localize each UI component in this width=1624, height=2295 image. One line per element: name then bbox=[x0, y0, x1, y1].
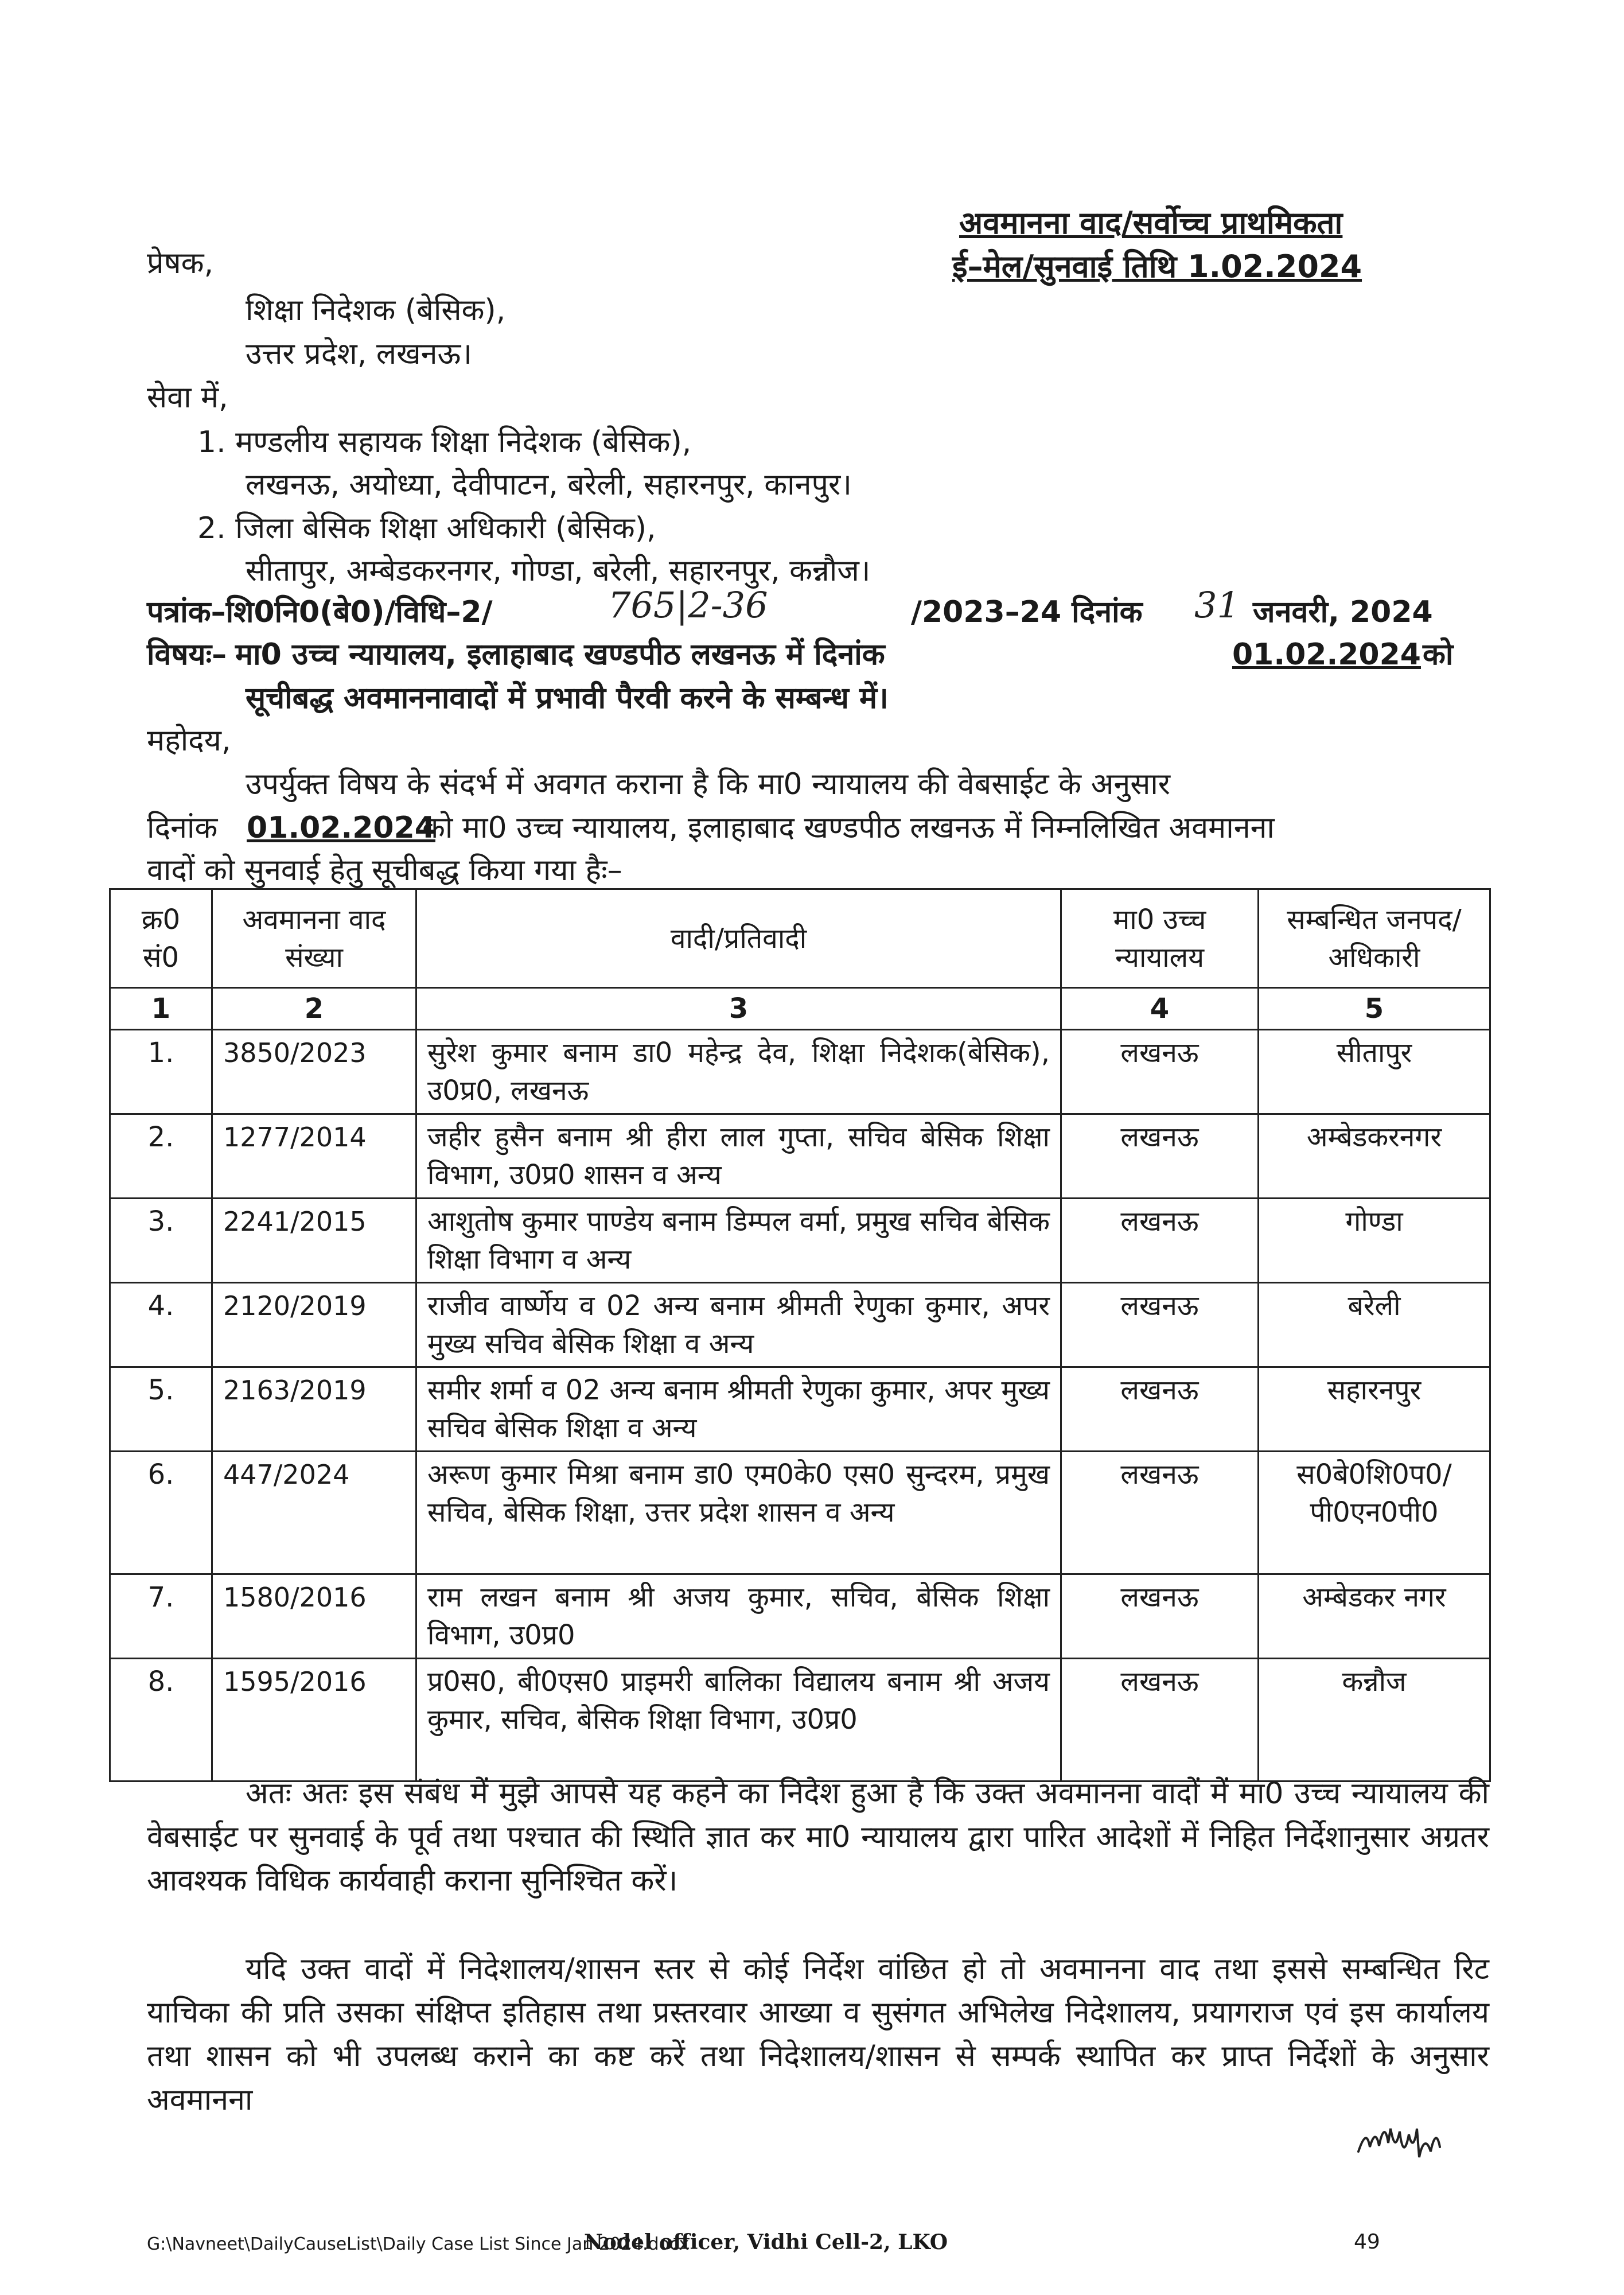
table-row bbox=[110, 1574, 1490, 1659]
letter-ref-prefix: पत्रांक–शि0नि0(बे0)/विधि–2/ bbox=[147, 595, 493, 629]
court-cell: लखनऊ bbox=[1061, 1659, 1259, 1781]
district-cell: स0बे0शि0प0/ पी0एन0पी0 bbox=[1259, 1452, 1490, 1574]
case-number-cell: 2241/2015 bbox=[212, 1199, 416, 1283]
serial-cell: 8. bbox=[110, 1659, 212, 1781]
case-number-cell: 1595/2016 bbox=[212, 1659, 416, 1781]
paragraph-1: अतः अतः इस संबंध में मुझे आपसे यह कहने का निदेश हुआ है कि उक्त अवमानना वादों में मा0 उच्च न्यायालय की वेबसाईट पर सुनवाई के पूर्व तथा पश्चात की स्थिति ज्ञात कर मा0 न्यायालय द्वारा पारित आदेशों में निहित निर्देशानुसार अग्रतर आवश्यक विधिक कार्यवाही कराना सुनिश्चित करें। bbox=[147, 1776, 1489, 1898]
district-cell: अम्बेडकर नगर bbox=[1259, 1574, 1490, 1659]
table-row bbox=[110, 1114, 1490, 1199]
recipient1-line1: 1. मण्डलीय सहायक शिक्षा निदेशक (बेसिक), bbox=[197, 425, 692, 460]
serial-cell: 2. bbox=[110, 1114, 212, 1199]
table-row bbox=[110, 1283, 1490, 1367]
parties-cell: आशुतोष कुमार पाण्डेय बनाम डिम्पल वर्मा, प्रमुख सचिव बेसिक शिक्षा विभाग व अन्य bbox=[416, 1199, 1061, 1283]
parties-cell: राम लखन बनाम श्री अजय कुमार, सचिव, बेसिक शिक्षा विभाग, उ0प्र0 bbox=[416, 1574, 1061, 1659]
district-cell: अम्बेडकरनगर bbox=[1259, 1114, 1490, 1199]
parties-cell: समीर शर्मा व 02 अन्य बनाम श्रीमती रेणुका कुमार, अपर मुख्य सचिव बेसिक शिक्षा व अन्य bbox=[416, 1367, 1061, 1452]
col-number: 4 bbox=[1061, 988, 1259, 1030]
parties-cell: सुरेश कुमार बनाम डा0 महेन्द्र देव, शिक्षा निदेशक(बेसिक), उ0प्र0, लखनऊ bbox=[416, 1030, 1061, 1114]
intro-date: 01.02.2024 bbox=[247, 811, 435, 845]
intro-line1: उपर्युक्त विषय के संदर्भ में अवगत कराना है कि मा0 न्यायालय की वेबसाईट के अनुसार bbox=[246, 767, 1171, 802]
signature-scribble bbox=[1354, 2111, 1451, 2175]
footer-officer: Nodel officer, Vidhi Cell-2, LKO bbox=[584, 2230, 948, 2254]
col-number: 2 bbox=[212, 988, 416, 1030]
salutation: महोदय, bbox=[147, 723, 231, 758]
subject-line1: मा0 उच्च न्यायालय, इलाहाबाद खण्डपीठ लखनऊ में दिनांक bbox=[235, 637, 885, 672]
district-cell: सहारनपुर bbox=[1259, 1367, 1490, 1452]
court-cell: लखनऊ bbox=[1061, 1452, 1259, 1574]
parties-cell: अरूण कुमार मिश्रा बनाम डा0 एम0के0 एस0 सुन्दरम, प्रमुख सचिव, बेसिक शिक्षा, उत्तर प्रदेश शासन व अन्य bbox=[416, 1452, 1061, 1574]
parties-cell: प्र0स0, बी0एस0 प्राइमरी बालिका विद्यालय बनाम श्री अजय कुमार, सचिव, बेसिक शिक्षा विभाग, उ0प्र0 bbox=[416, 1659, 1061, 1781]
header-district: सम्बन्धित जनपद/ अधिकारी bbox=[1259, 889, 1490, 988]
recipients-label: सेवा में, bbox=[147, 380, 228, 415]
table-row bbox=[110, 1030, 1490, 1114]
paragraph-2: यदि उक्त वादों में निदेशालय/शासन स्तर से कोई निर्देश वांछित हो तो अवमानना वाद तथा इससे सम्बन्धित रिट याचिका की प्रति उसका संक्षिप्त इतिहास तथा प्रस्तरवार आख्या व सुसंगत अभिलेख निदेशालय, प्रयागराज एवं इस कार्यालय तथा शासन को भी उपलब्ध कराने का कष्ट करें तथा निदेशालय/शासन से सम्पर्क स्थापित कर प्राप्त निर्देशों के अनुसार अवमानना bbox=[147, 1952, 1489, 2117]
intro-line2-end: को मा0 उच्च न्यायालय, इलाहाबाद खण्डपीठ लखनऊ में निम्नलिखित अवमानना bbox=[422, 811, 1275, 845]
case-number-cell: 2163/2019 bbox=[212, 1367, 416, 1452]
col-number: 3 bbox=[416, 988, 1061, 1030]
case-number-cell: 3850/2023 bbox=[212, 1030, 416, 1114]
page-number: 49 bbox=[1354, 2230, 1380, 2254]
table-row bbox=[110, 1452, 1490, 1574]
header-court: मा0 उच्च न्यायालय bbox=[1061, 889, 1259, 988]
serial-cell: 4. bbox=[110, 1283, 212, 1367]
district-cell: कन्नौज bbox=[1259, 1659, 1490, 1781]
subject-label: विषयः– bbox=[147, 637, 227, 672]
hearing-date-heading: ई–मेल/सुनवाई तिथि 1.02.2024 bbox=[952, 248, 1362, 285]
sender-line1: शिक्षा निदेशक (बेसिक), bbox=[246, 293, 506, 328]
table-row bbox=[110, 1367, 1490, 1452]
recipient1-line2: लखनऊ, अयोध्या, देवीपाटन, बरेली, सहारनपुर, कानपुर। bbox=[246, 468, 852, 502]
case-number-cell: 1580/2016 bbox=[212, 1574, 416, 1659]
intro-line2-start: दिनांक bbox=[147, 811, 218, 845]
handwritten-letter-number: 765|2-36 bbox=[608, 584, 768, 626]
table-row bbox=[110, 1199, 1490, 1283]
table-row bbox=[110, 1659, 1490, 1781]
court-cell: लखनऊ bbox=[1061, 1114, 1259, 1199]
intro-line3: वादों को सुनवाई हेतु सूचीबद्ध किया गया हैः– bbox=[147, 853, 622, 888]
district-cell: बरेली bbox=[1259, 1283, 1490, 1367]
serial-cell: 7. bbox=[110, 1574, 212, 1659]
parties-cell: राजीव वार्ष्णेय व 02 अन्य बनाम श्रीमती रेणुका कुमार, अपर मुख्य सचिव बेसिक शिक्षा व अन्य bbox=[416, 1283, 1061, 1367]
priority-heading: अवमानना वाद/सर्वोच्च प्राथमिकता bbox=[959, 205, 1343, 241]
recipient2-line2: सीतापुर, अम्बेडकरनगर, गोण्डा, बरेली, सहारनपुर, कन्नौज। bbox=[246, 554, 871, 588]
subject-line1-end: को bbox=[1423, 637, 1454, 672]
district-cell: सीतापुर bbox=[1259, 1030, 1490, 1114]
col-number: 1 bbox=[110, 988, 212, 1030]
subject-date: 01.02.2024 bbox=[1232, 637, 1421, 672]
court-cell: लखनऊ bbox=[1061, 1199, 1259, 1283]
letter-ref-year: /2023–24 दिनांक bbox=[911, 595, 1143, 629]
sender-line2: उत्तर प्रदेश, लखनऊ। bbox=[246, 337, 473, 371]
serial-cell: 1. bbox=[110, 1030, 212, 1114]
recipient2-line1: 2. जिला बेसिक शिक्षा अधिकारी (बेसिक), bbox=[197, 511, 656, 546]
header-serial: क्र0 सं0 bbox=[110, 889, 212, 988]
header-case-number: अवमानना वाद संख्या bbox=[212, 889, 416, 988]
court-cell: लखनऊ bbox=[1061, 1283, 1259, 1367]
court-cell: लखनऊ bbox=[1061, 1367, 1259, 1452]
case-number-cell: 1277/2014 bbox=[212, 1114, 416, 1199]
serial-cell: 6. bbox=[110, 1452, 212, 1574]
court-cell: लखनऊ bbox=[1061, 1030, 1259, 1114]
subject-line2: सूचीबद्ध अवमाननावादों में प्रभावी पैरवी करने के सम्बन्ध में। bbox=[246, 681, 889, 715]
court-cell: लखनऊ bbox=[1061, 1574, 1259, 1659]
sender-label: प्रेषक, bbox=[147, 246, 214, 281]
case-number-cell: 2120/2019 bbox=[212, 1283, 416, 1367]
serial-cell: 5. bbox=[110, 1367, 212, 1452]
contempt-cases-table bbox=[109, 888, 1491, 1782]
parties-cell: जहीर हुसैन बनाम श्री हीरा लाल गुप्ता, सचिव बेसिक शिक्षा विभाग, उ0प्र0 शासन व अन्य bbox=[416, 1114, 1061, 1199]
letter-ref-date: जनवरी, 2024 bbox=[1253, 595, 1433, 629]
header-parties: वादी/प्रतिवादी bbox=[416, 889, 1061, 988]
district-cell: गोण्डा bbox=[1259, 1199, 1490, 1283]
handwritten-day: 31 bbox=[1194, 584, 1240, 626]
case-number-cell: 447/2024 bbox=[212, 1452, 416, 1574]
footer-file-path: G:\Navneet\DailyCauseList\Daily Case List Since Jan 2024.docx bbox=[147, 2234, 690, 2254]
col-number: 5 bbox=[1259, 988, 1490, 1030]
serial-cell: 3. bbox=[110, 1199, 212, 1283]
